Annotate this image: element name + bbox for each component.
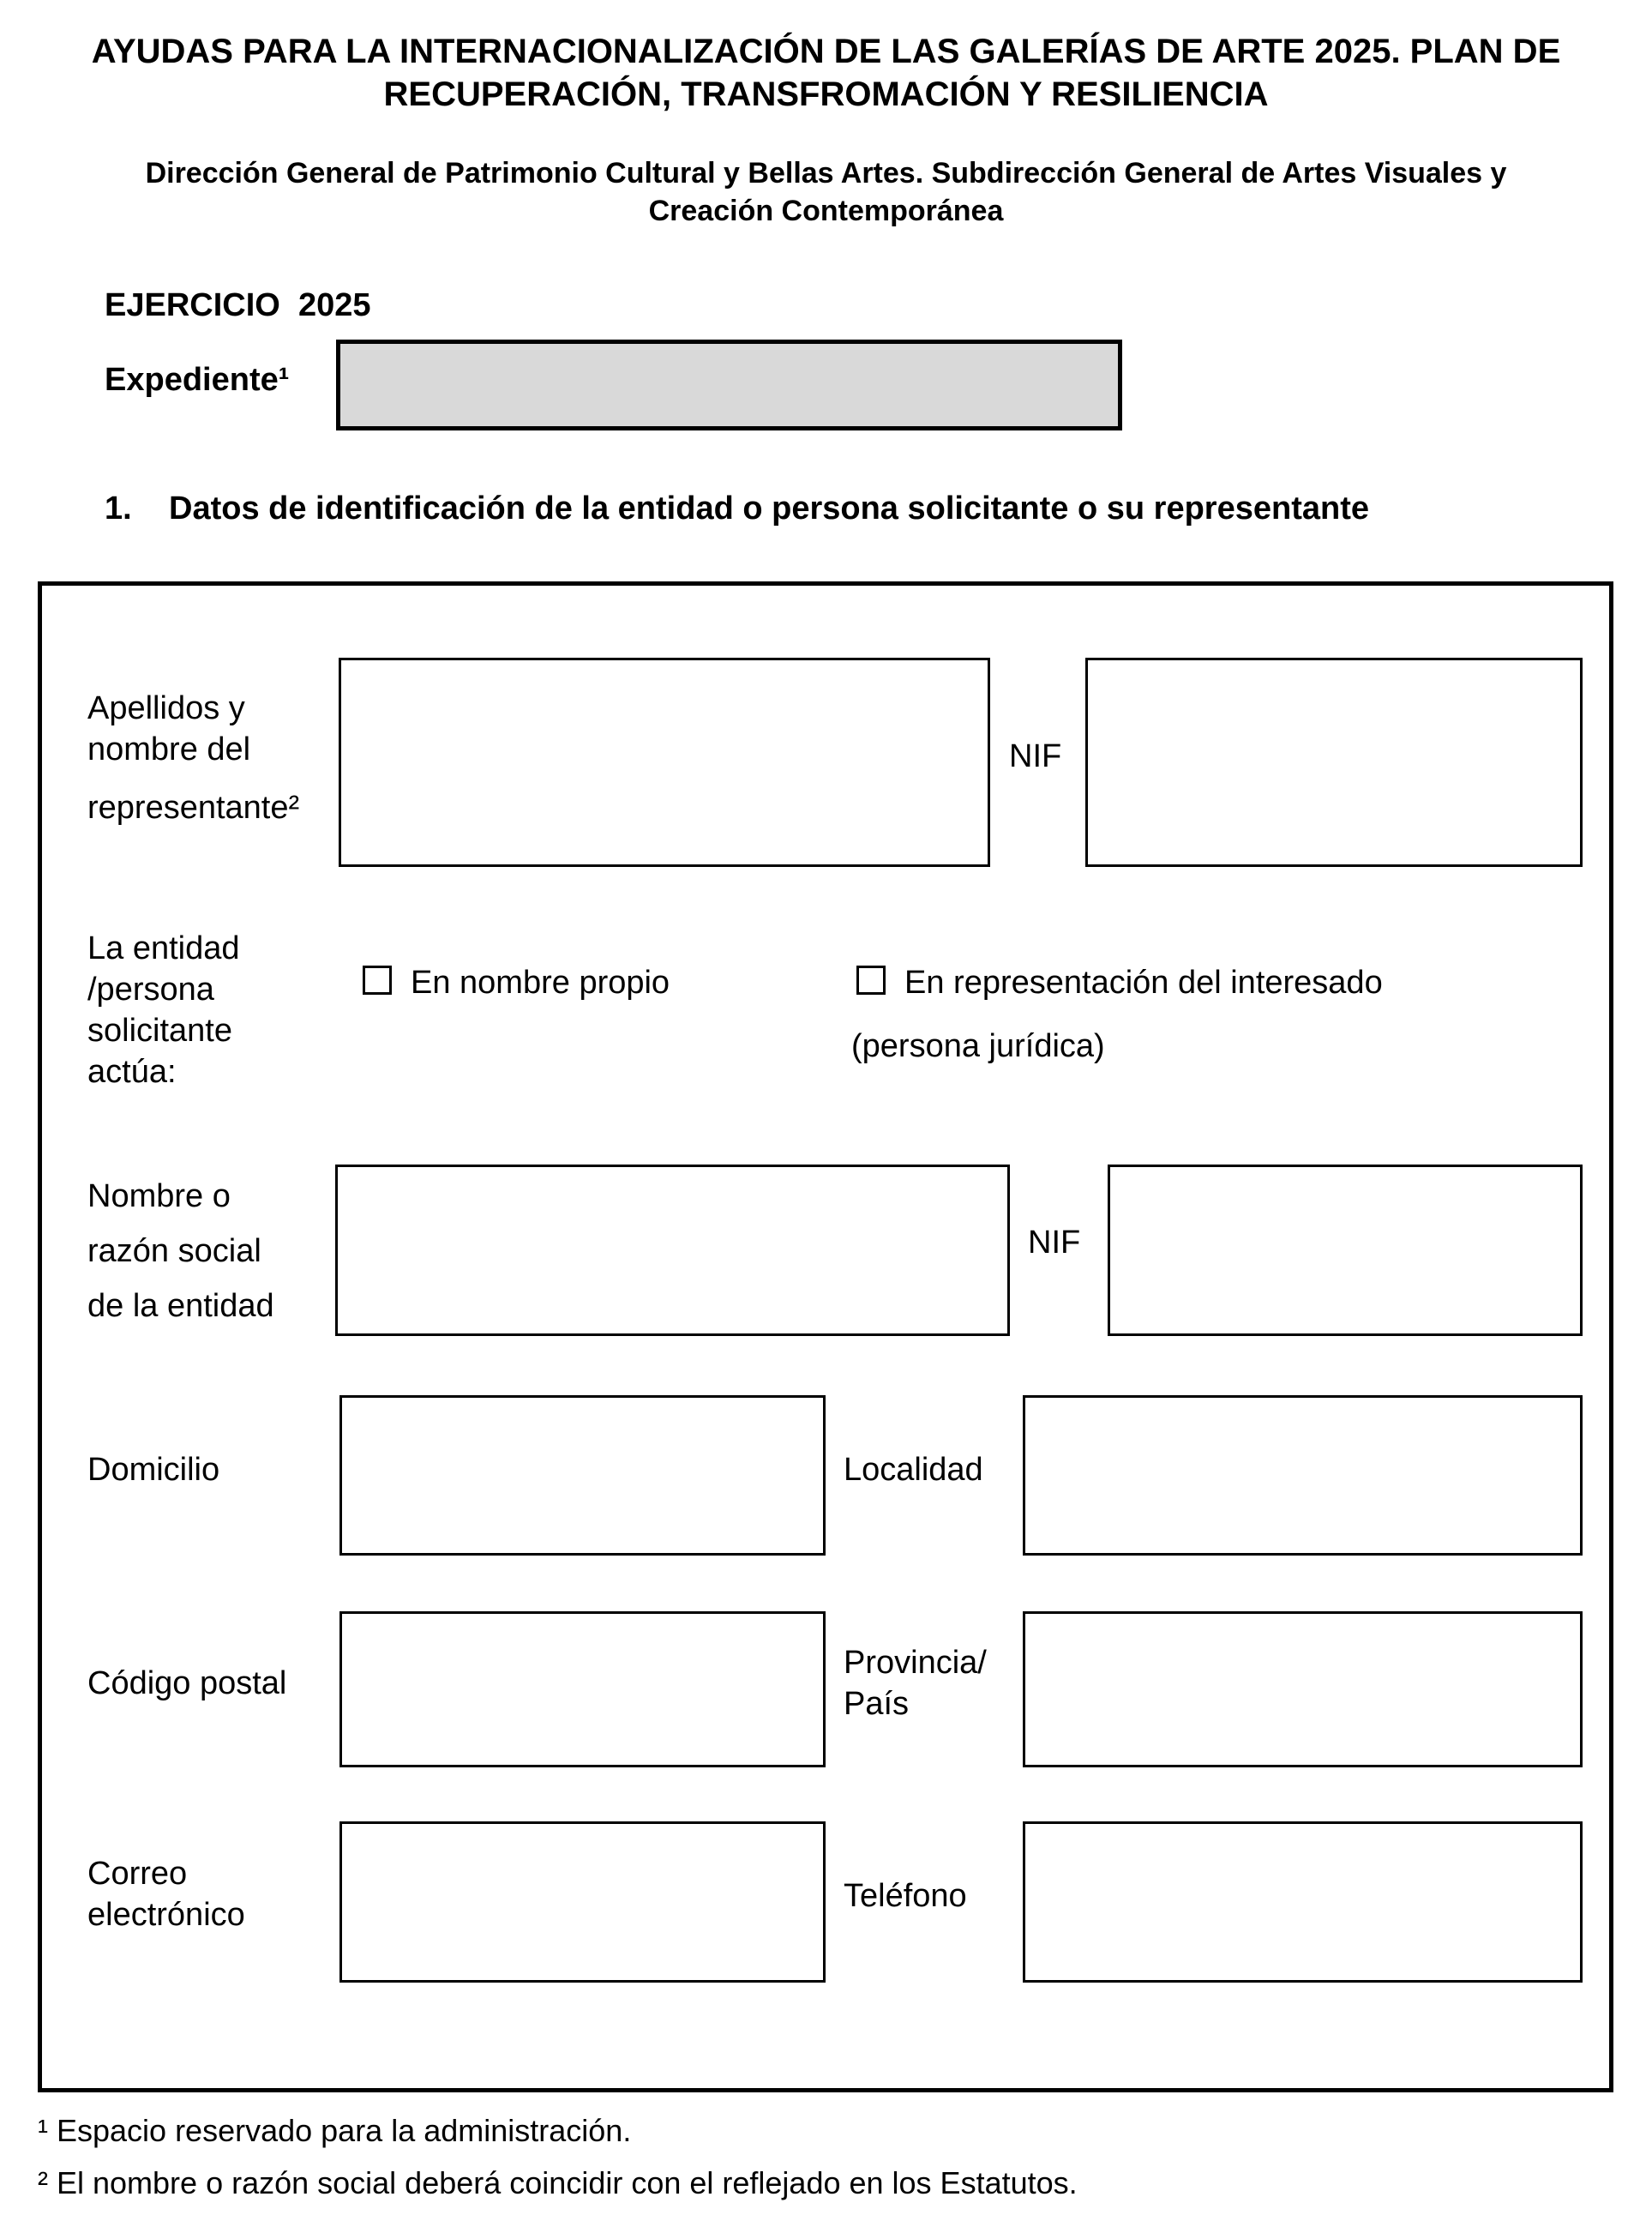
expediente-field bbox=[336, 340, 1122, 430]
nif-entidad-label: NIF bbox=[1028, 1225, 1081, 1261]
provincia-label-line1: Provincia/ bbox=[844, 1645, 987, 1681]
document-subtitle-line1: Dirección General de Patrimonio Cultural y Bellas Artes. Subdirección General de Artes Visuales y bbox=[145, 157, 1507, 190]
localidad-field[interactable] bbox=[1023, 1395, 1583, 1556]
entidad-label-line2: razón social bbox=[87, 1233, 261, 1269]
provincia-label-line2: País bbox=[844, 1686, 910, 1722]
nif-representante-label: NIF bbox=[1009, 738, 1062, 774]
entidad-label bbox=[87, 1169, 274, 1333]
entidad-label-line1: Nombre o bbox=[87, 1178, 231, 1214]
section-1-heading bbox=[105, 489, 1369, 528]
telefono-label: Teléfono bbox=[844, 1878, 967, 1914]
entidad-label-line3: de la entidad bbox=[87, 1288, 274, 1324]
footnote-1: ¹ Espacio reservado para la administración. bbox=[38, 2113, 632, 2148]
document-title-line2: RECUPERACIÓN, TRANSFROMACIÓN Y RESILIENCIA bbox=[383, 75, 1269, 113]
provincia-field[interactable] bbox=[1023, 1611, 1583, 1767]
actua-label bbox=[87, 928, 240, 1092]
codigo-postal-field[interactable] bbox=[339, 1611, 826, 1767]
document-subtitle bbox=[34, 154, 1618, 230]
actua-label-line4: actúa: bbox=[87, 1054, 177, 1090]
actua-label-line1: La entidad bbox=[87, 930, 240, 966]
domicilio-field[interactable] bbox=[339, 1395, 826, 1556]
domicilio-label: Domicilio bbox=[87, 1452, 220, 1488]
document-title-line1: AYUDAS PARA LA INTERNACIONALIZACIÓN DE LAS GALERÍAS DE ARTE 2025. PLAN DE bbox=[91, 33, 1561, 70]
en-representacion-sublabel: (persona jurídica) bbox=[851, 1028, 1105, 1064]
correo-label-line2: electrónico bbox=[87, 1897, 245, 1933]
actua-label-line2: /persona bbox=[87, 972, 214, 1008]
actua-label-line3: solicitante bbox=[87, 1013, 232, 1049]
en-nombre-propio-label: En nombre propio bbox=[411, 965, 670, 1001]
representante-label bbox=[87, 688, 299, 828]
representante-name-field[interactable] bbox=[339, 658, 990, 867]
footnote-2: ² El nombre o razón social deberá coincidir con el reflejado en los Estatutos. bbox=[38, 2165, 1078, 2200]
provincia-label bbox=[844, 1642, 987, 1724]
correo-label bbox=[87, 1853, 245, 1935]
section-1-number: 1. bbox=[105, 491, 132, 527]
localidad-label: Localidad bbox=[844, 1452, 983, 1488]
nif-entidad-field[interactable] bbox=[1108, 1165, 1583, 1336]
representante-label-line1: Apellidos y bbox=[87, 690, 245, 726]
codigo-postal-label: Código postal bbox=[87, 1665, 287, 1701]
document-title bbox=[34, 30, 1618, 116]
en-representacion-label: En representación del interesado bbox=[904, 965, 1383, 1001]
correo-label-line1: Correo bbox=[87, 1856, 188, 1892]
nif-representante-field[interactable] bbox=[1085, 658, 1583, 867]
en-nombre-propio-checkbox[interactable] bbox=[363, 966, 392, 995]
entidad-name-field[interactable] bbox=[335, 1165, 1010, 1336]
representante-label-line3: representante² bbox=[87, 790, 300, 826]
section-1-title: Datos de identificación de la entidad o persona solicitante o su representante bbox=[169, 491, 1369, 527]
ejercicio-label: EJERCICIO 2025 bbox=[105, 287, 371, 323]
document-subtitle-line2: Creación Contemporánea bbox=[648, 195, 1004, 227]
representante-label-line2: nombre del bbox=[87, 731, 251, 767]
correo-field[interactable] bbox=[339, 1821, 826, 1983]
telefono-field[interactable] bbox=[1023, 1821, 1583, 1983]
en-representacion-checkbox[interactable] bbox=[856, 966, 886, 995]
expediente-label: Expediente¹ bbox=[105, 362, 290, 398]
